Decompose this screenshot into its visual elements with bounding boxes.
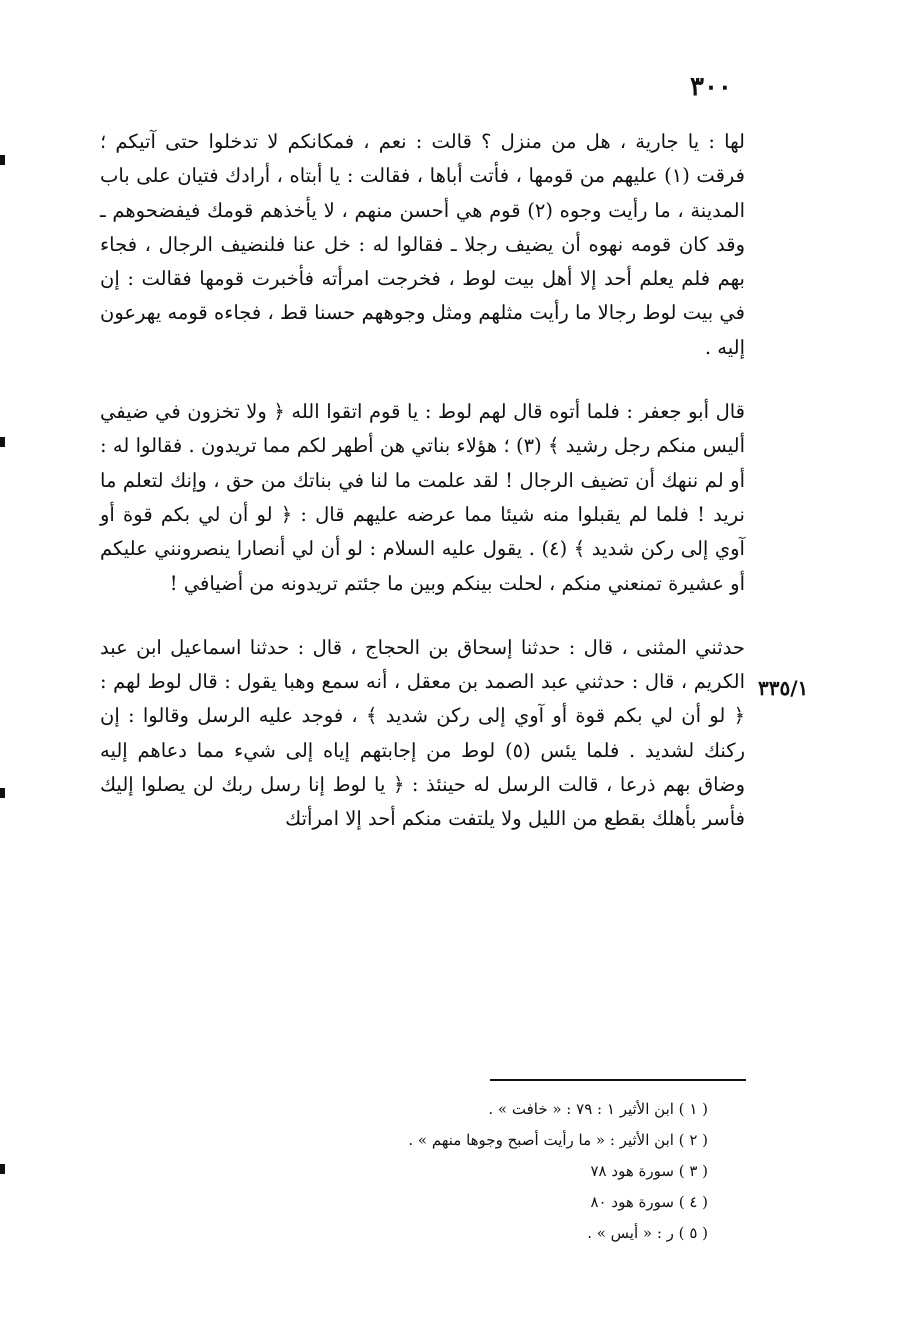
footnote: ( ٥ ) ر : « أيس » . — [587, 1224, 708, 1242]
margin-reference: ٣٣٥/١ — [758, 676, 809, 700]
footnote: ( ٢ ) ابن الأثير : « ما رأيت أصبح وجوها منهم » . — [408, 1131, 708, 1149]
paragraph: لها : يا جارية ، هل من منزل ؟ قالت : نعم ، فمكانكم لا تدخلوا حتى آتيكم ؛ فرقت (١) عليهم من قومها ، فأتت أباها ، فقالت : يا أبتاه ، أرادك فتيان على باب المدينة ، ما رأيت وجوه (٢) قوم هي أحسن منهم ، لا يأخذهم قومك فيفضحوهم ـ وقد كان قومه نهوه أن يضيف رجلا ـ فقالوا له : خل عنا فلنضيف الرجال ، فجاء بهم فلم يعلم أحد إلا أهل بيت لوط ، فخرجت امرأته فأخبرت قومها فقالت : إن في بيت لوط رجالا ما رأيت مثلهم ومثل وجوههم حسنا قط ، فجاءه قومه يهرعون إليه . — [100, 130, 745, 359]
scan-edge-mark — [0, 1164, 5, 1174]
paragraph: حدثني المثنى ، قال : حدثنا إسحاق بن الحجاج ، قال : حدثنا اسماعيل ابن عبد الكريم ، قال : حدثني عبد الصمد بن معقل ، أنه سمع وهبا يقول : قال لوط لهم : ﴿ لو أن لي بكم قوة أو آوي إلى ركن شديد ﴾ ، فوجد عليه الرسل وقالوا : إن ركنك لشديد . فلما يئس (٥) لوط من إجابتهم إياه إلى شيء مما دعاهم إليه وضاق بهم ذرعا ، قالت الرسل له حينئذ : ﴿ يا لوط إنا رسل ربك لن يصلوا إليك فأسر بأهلك بقطع من الليل ولا يلتفت منكم أحد إلا امرأتك — [100, 635, 745, 831]
footnote: ( ١ ) ابن الأثير ١ : ٧٩ : « خافت » . — [488, 1100, 708, 1118]
footnote: ( ٤ ) سورة هود ٨٠ — [590, 1193, 708, 1211]
scan-edge-mark — [0, 437, 5, 447]
footnote-divider — [490, 1079, 746, 1081]
paragraph: قال أبو جعفر : فلما أتوه قال لهم لوط : يا قوم اتقوا الله ﴿ ولا تخزون في ضيفي أليس منكم رجل رشيد ﴾ (٣) ؛ هؤلاء بناتي هن أطهر لكم مما تريدون . فقالوا له : أو لم ننهك أن تضيف الرجال ! لقد علمت ما لنا في بناتك من حق ، وإنك لتعلم ما نريد ! فلما لم يقبلوا منه شيئا مما عرضه عليهم قال : ﴿ لو أن لي بكم قوة أو آوي إلى ركن شديد ﴾ (٤) . يقول عليه السلام : لو أن لي أنصارا ينصرونني عليكم أو عشيرة تمنعني منكم ، لحلت بينكم وبين ما جئتم تريدونه من أضيافي ! — [100, 400, 745, 595]
main-text — [100, 125, 745, 837]
footnotes — [300, 1094, 708, 1249]
page-number: ٣٠٠ — [690, 72, 732, 102]
footnote: ( ٣ ) سورة هود ٧٨ — [590, 1162, 708, 1180]
scan-edge-mark — [0, 788, 5, 798]
scan-edge-mark — [0, 155, 5, 165]
